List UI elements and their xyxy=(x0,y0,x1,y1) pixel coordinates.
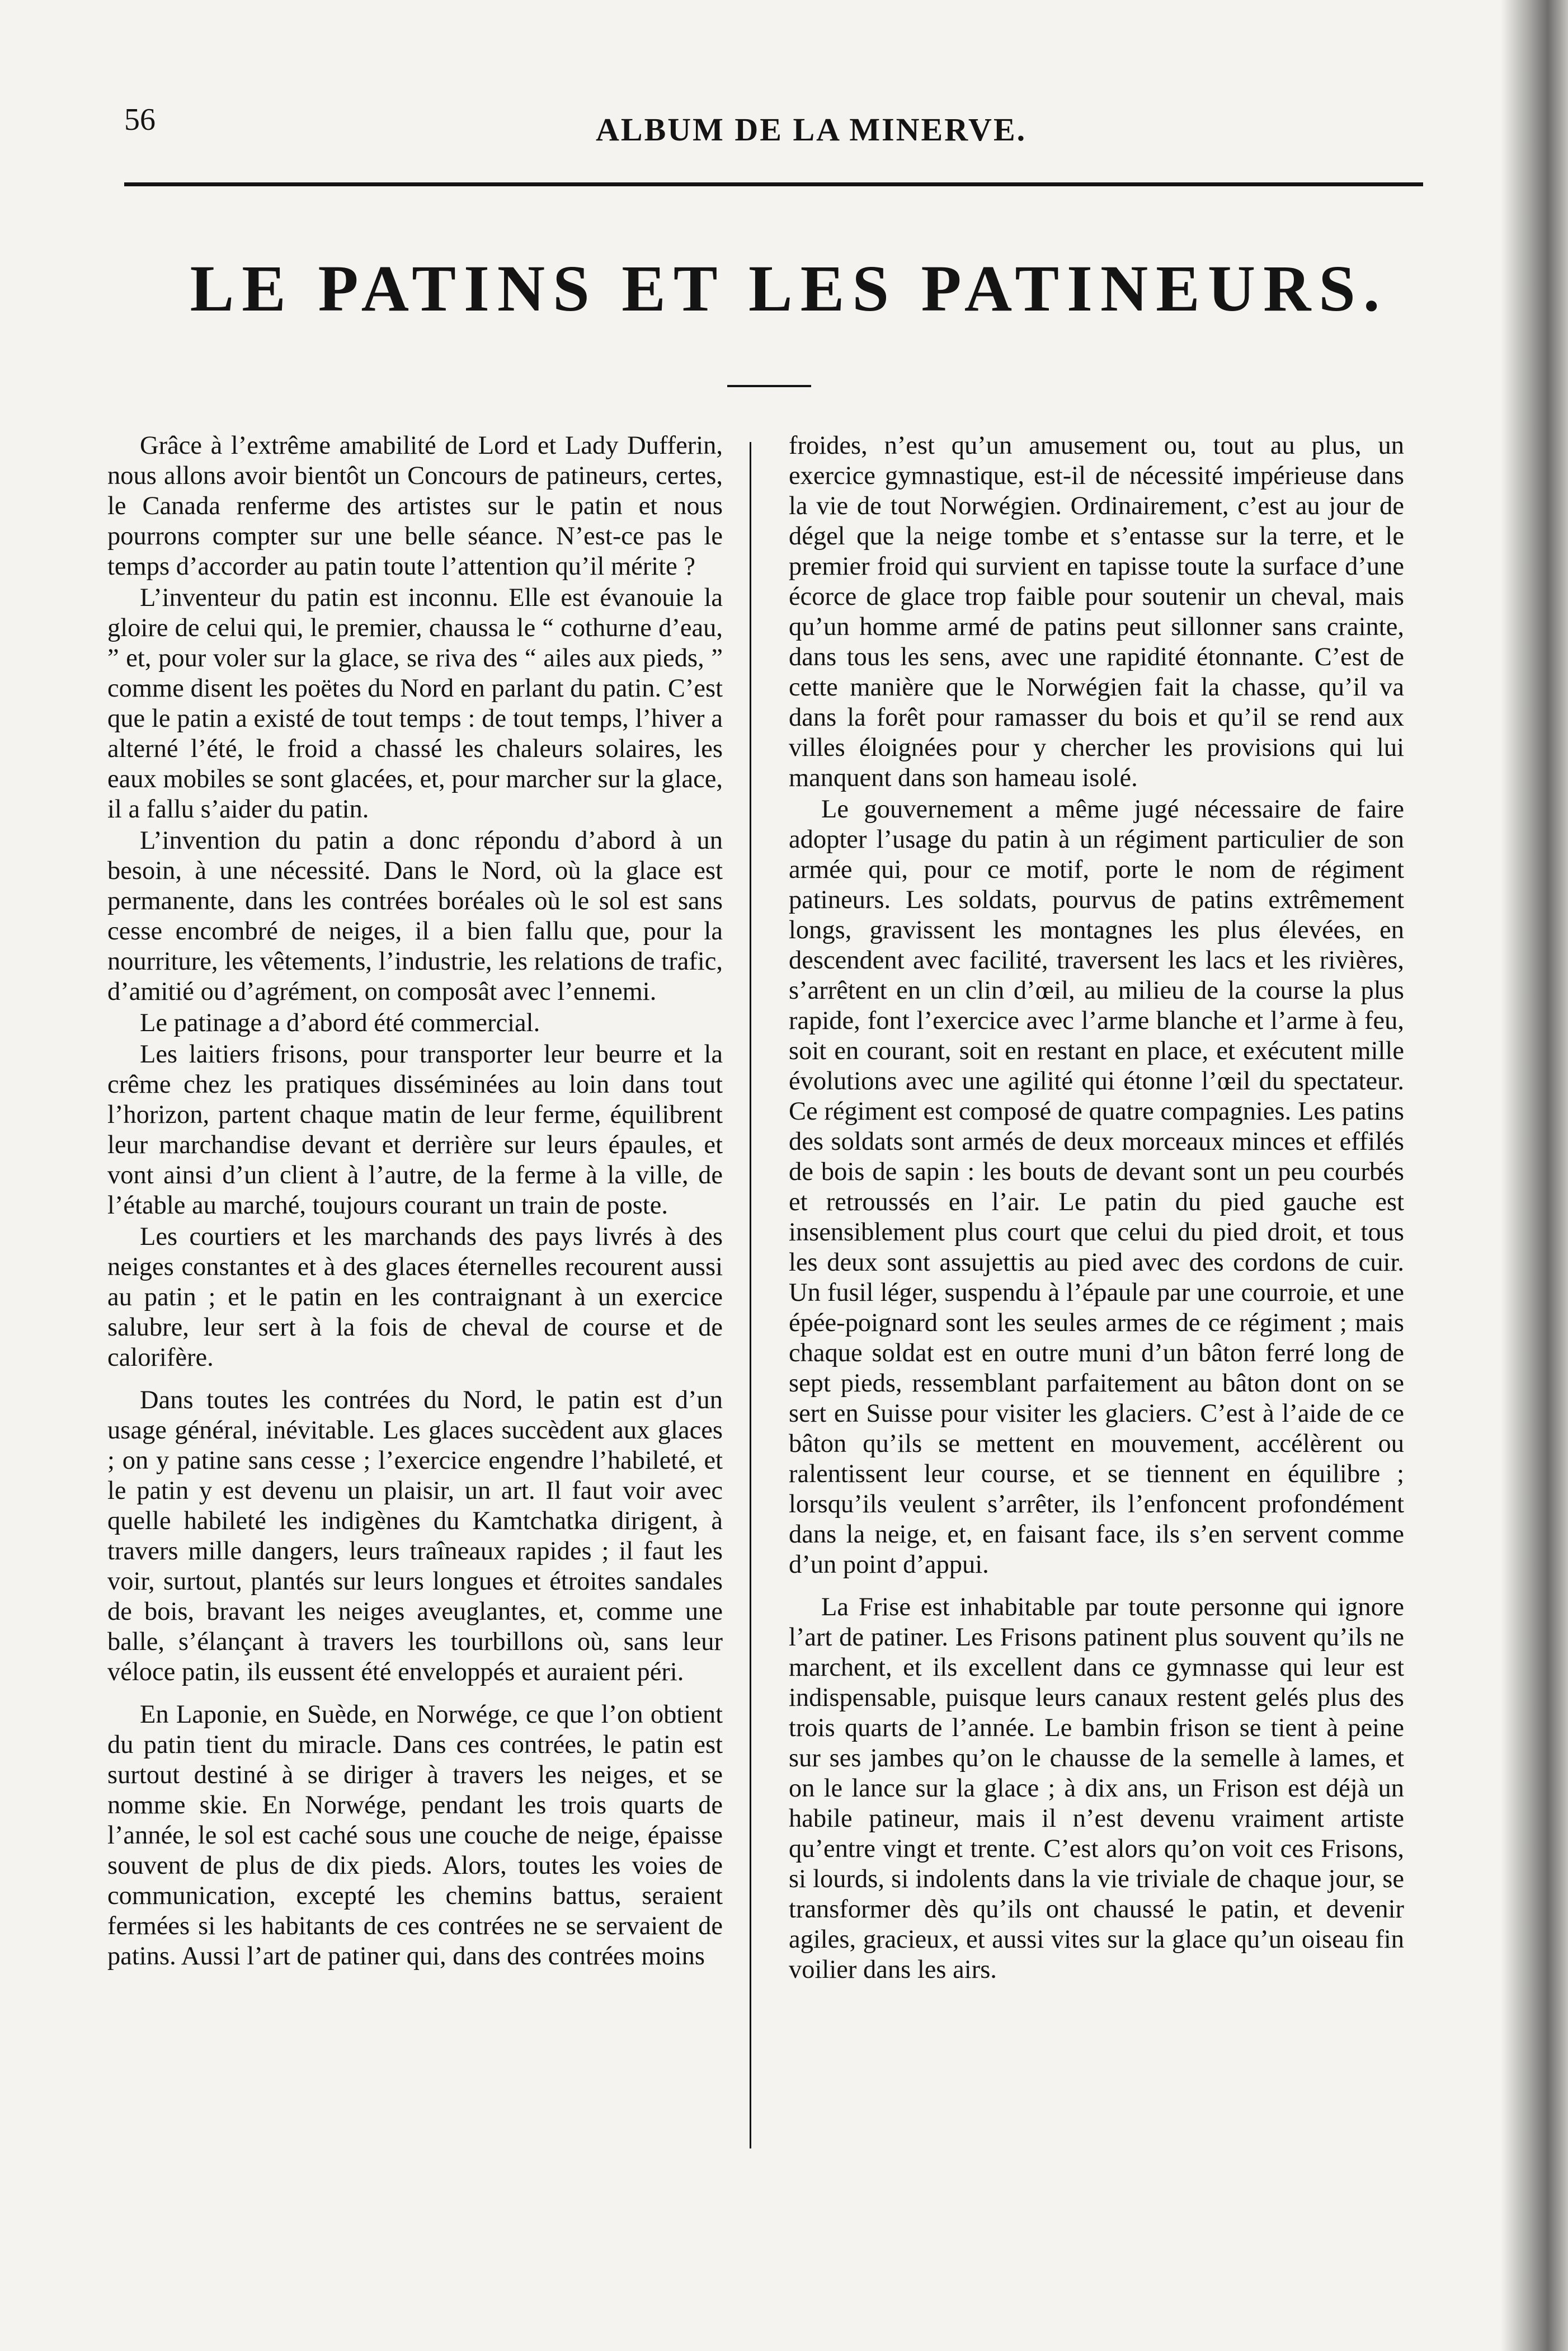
right-column xyxy=(789,431,1404,1986)
paragraph: La Frise est inhabitable par toute personne qui ignore l’art de patiner. Les Frisons patinent plus souvent qu’ils ne marchent, et ils excellent dans ce gymnasse qui leur est indispensable, puisque leurs canaux restent gelés plus des trois quarts de l’année. Le bambin frison se tient à peine sur ses jambes qu’on le chausse de la semelle à lames, et on le lance sur la glace ; à dix ans, un Frison est déjà un habile patineur, mais il n’est devenu vraiment artiste qu’entre vingt et trente. C’est alors qu’on voit ces Frisons, si lourds, si indolents dans la vie triviale de chaque jour, se transformer dès qu’ils ont chaussé le patin, et devenir agiles, gracieux, et aussi vites sur la glace qu’un oiseau fin voilier dans les airs. xyxy=(789,1593,1404,1984)
paragraph: Grâce à l’extrême amabilité de Lord et Lady Dufferin, nous allons avoir bientôt un Concours de patineurs, certes, le Canada renferme des artistes sur le patin et nous pourrons compter sur une belle séance. N’est-ce pas le temps d’accorder au patin toute l’attention qu’il mérite ? xyxy=(107,431,723,581)
header-rule xyxy=(124,182,1423,186)
paragraph: En Laponie, en Suède, en Norwége, ce que l’on obtient du patin tient du miracle. Dans ces contrées, le patin est surtout destiné à se diriger à travers les neiges, et se nomme skie. En Norwége, pendant les trois quarts de l’année, le sol est caché sous une couche de neige, épaisse souvent de plus de dix pieds. Alors, toutes les voies de communication, excepté les chemins battus, seraient fermées si les habitants de ces contrées ne se servaient de patins. Aussi l’art de patiner qui, dans des contrées moins xyxy=(107,1700,723,1971)
page-edge-shadow xyxy=(1501,0,1568,2351)
paragraph: froides, n’est qu’un amusement ou, tout au plus, un exercice gymnastique, est-il de nécessité impérieuse dans la vie de tout Norwégien. Ordinairement, c’est au jour de dégel que la neige tombe et s’entasse sur la terre, et le premier froid qui survient en tapisse toute la surface d’une écorce de glace trop faible pour soutenir un cheval, mais qu’un homme armé de patins peut sillonner sans crainte, dans tous les sens, avec une rapidité étonnante. C’est de cette manière que le Norwégien fait la chasse, qu’il va dans la forêt pour ramasser du bois et qu’il se rend aux villes éloignées pour y chercher les provisions qui lui manquent dans son hameau isolé. xyxy=(789,431,1404,792)
left-column xyxy=(107,431,723,1973)
paragraph: Dans toutes les contrées du Nord, le patin est d’un usage général, inévitable. Les glaces succèdent aux glaces ; on y patine sans cesse ; l’exercice engendre l’habileté, et le patin y est devenu un plaisir, un art. Il faut voir avec quelle habileté les indigènes du Kamtchatka dirigent, à travers mille dangers, leurs traîneaux rapides ; il faut les voir, surtout, plantés sur leurs longues et étroites sandales de bois, bravant les neiges aveuglantes, et, comme une balle, s’élançant à travers les tourbillons où, sans leur véloce patin, ils eussent été enveloppés et auraient péri. xyxy=(107,1386,723,1686)
paragraph: L’inventeur du patin est inconnu. Elle est évanouie la gloire de celui qui, le premier, chaussa le “ cothurne d’eau, ” et, pour voler sur la glace, se riva des “ ailes aux pieds, ” comme disent les poëtes du Nord en parlant du patin. C’est que le patin a existé de tout temps : de tout temps, l’hiver a alterné l’été, le froid a chassé les chaleurs solaires, les eaux mobiles se sont glacées, et, pour marcher sur la glace, il a fallu s’aider du patin. xyxy=(107,584,723,824)
page-number: 56 xyxy=(124,102,156,137)
paragraph: Les courtiers et les marchands des pays livrés à des neiges constantes et à des glaces éternelles recourent aussi au patin ; et le patin en les contraignant à un exercice salubre, leur sert à la fois de cheval de course et de calorifère. xyxy=(107,1222,723,1372)
paragraph: Le patinage a d’abord été commercial. xyxy=(140,1009,540,1037)
article-title: LE PATINS ET LES PATINEURS. xyxy=(190,252,1388,325)
paragraph: Les laitiers frisons, pour transporter leur beurre et la crême chez les pratiques disséminées au loin dans tout l’horizon, partent chaque matin de leur ferme, équilibrent leur marchandise devant et derrière sur leurs épaules, et vont ainsi d’un client à l’autre, de la ferme à la ville, de l’étable au marché, toujours courant un train de poste. xyxy=(107,1040,723,1220)
title-rule xyxy=(727,385,811,387)
running-head: ALBUM DE LA MINERVE. xyxy=(596,111,1027,148)
paragraph: Le gouvernement a même jugé nécessaire de faire adopter l’usage du patin à un régiment particulier de son armée qui, pour ce motif, porte le nom de régiment patineurs. Les soldats, pourvus de patins extrêmement longs, gravissent les montagnes les plus élevées, en descendent avec facilité, traversent les lacs et les rivières, s’arrêtent en un clin d’œil, au milieu de la course la plus rapide, font l’exercice avec l’arme blanche et l’arme à feu, soit en courant, soit en restant en place, et exécutent mille évolutions avec une agilité qui étonne l’œil du spectateur. Ce régiment est composé de quatre compagnies. Les patins des soldats sont armés de deux morceaux minces et effilés de bois de sapin : les bouts de devant sont un peu courbés et retroussés en l’air. Le patin du pied gauche est insensiblement plus court que celui du pied droit, et tous les deux sont assujettis au pied avec des cordons de cuir. Un fusil léger, suspendu à l’épaule par une courroie, et une épée-poignard sont les seules armes de ce régiment ; mais chaque soldat est en outre muni d’un bâton ferré long de sept pieds, ressemblant parfaitement au bâton dont on se sert en Suisse pour visiter les glaciers. C’est à l’aide de ce bâton qu’ils se mettent en mouvement, accélèrent ou ralentissent leur course, et se tiennent en équilibre ; lorsqu’ils veulent s’arrêter, ils l’enfoncent profondément dans la neige, et, en faisant face, ils s’en servent comme d’un point d’appui. xyxy=(789,795,1404,1579)
paragraph: L’invention du patin a donc répondu d’abord à un besoin, à une nécessité. Dans le Nord, où la glace est permanente, dans les contrées boréales où le sol est sans cesse encombré de neiges, il a bien fallu que, pour la nourriture, les vêtements, l’industrie, les relations de trafic, d’amitié ou d’agrément, on composât avec l’ennemi. xyxy=(107,826,723,1006)
column-divider xyxy=(750,442,751,2148)
